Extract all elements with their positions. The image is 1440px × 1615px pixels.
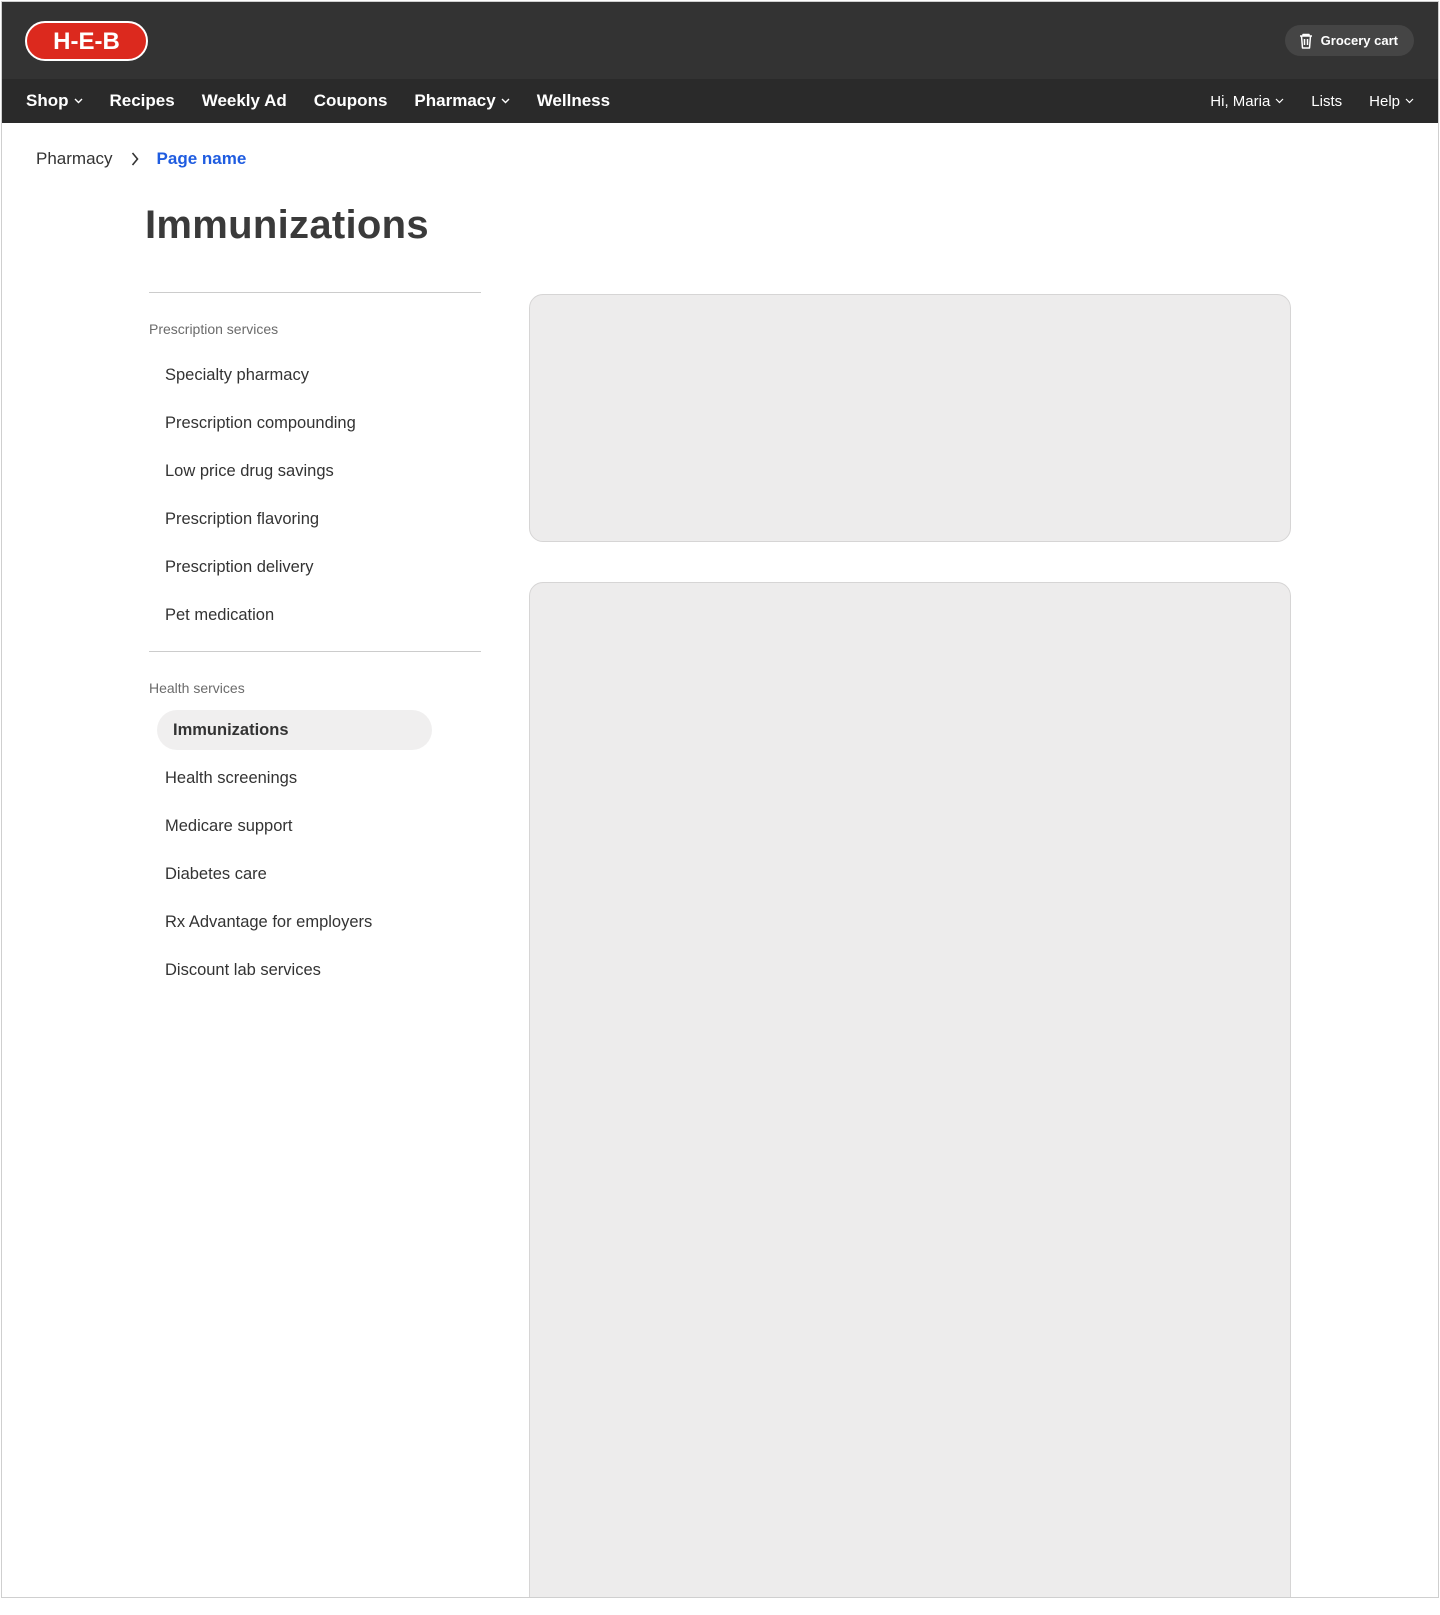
nav-recipes[interactable]	[110, 91, 175, 111]
section-divider	[149, 651, 481, 652]
breadcrumb	[36, 149, 246, 169]
sidebar-item-pet-medication[interactable]: Pet medication	[165, 606, 275, 624]
nav-lists[interactable]	[1311, 93, 1342, 110]
nav-recipes-label: Recipes	[109, 91, 175, 110]
nav-help-label: Help	[1369, 92, 1400, 110]
primary-nav	[26, 79, 637, 123]
content-placeholder-card	[529, 294, 1291, 542]
sidebar-item-prescription-flavoring[interactable]: Prescription flavoring	[165, 510, 320, 528]
sidebar-item-health-screenings[interactable]: Health screenings	[165, 769, 298, 787]
nav-lists-label: Lists	[1311, 92, 1343, 110]
sidebar-item-specialty-pharmacy[interactable]: Specialty pharmacy	[165, 366, 309, 384]
chevron-down-icon	[1405, 98, 1414, 104]
nav-bar	[2, 79, 1438, 123]
nav-weekly-ad[interactable]	[202, 91, 287, 111]
sidebar-item-low-price-drug-savings[interactable]: Low price drug savings	[165, 462, 334, 480]
content-placeholder-card	[529, 582, 1291, 1598]
nav-coupons-label: Coupons	[313, 91, 388, 110]
sidebar-nav	[149, 292, 481, 1006]
cart-icon	[1299, 33, 1313, 49]
sidebar-item-immunizations[interactable]: Immunizations	[157, 710, 432, 750]
nav-pharmacy[interactable]	[414, 91, 509, 111]
account-nav	[1183, 79, 1414, 123]
page-title: Immunizations	[145, 203, 429, 247]
nav-help[interactable]	[1369, 93, 1414, 110]
section-divider	[149, 292, 481, 293]
chevron-down-icon	[74, 98, 83, 104]
nav-wellness[interactable]	[537, 91, 610, 111]
breadcrumb-current-page[interactable]: Page name	[156, 149, 247, 168]
sidebar-item-rx-advantage[interactable]: Rx Advantage for employers	[165, 913, 373, 931]
nav-wellness-label: Wellness	[536, 91, 611, 110]
nav-shop[interactable]	[26, 91, 83, 111]
breadcrumb-pharmacy[interactable]: Pharmacy	[36, 149, 113, 168]
sidebar-item-diabetes-care[interactable]: Diabetes care	[165, 865, 267, 883]
sidebar-item-prescription-delivery[interactable]: Prescription delivery	[165, 558, 314, 576]
heb-logo[interactable]	[25, 21, 148, 61]
nav-account-label: Hi, Maria	[1210, 92, 1271, 110]
logo-text: H-E-B	[53, 28, 120, 55]
sidebar-item-prescription-compounding[interactable]: Prescription compounding	[165, 414, 356, 432]
top-bar	[2, 2, 1438, 79]
chevron-right-icon	[131, 152, 139, 166]
nav-coupons[interactable]	[314, 91, 388, 111]
chevron-down-icon	[1275, 98, 1284, 104]
nav-weekly-ad-label: Weekly Ad	[201, 91, 287, 110]
sidebar-section-prescription	[149, 292, 481, 651]
page-frame	[1, 1, 1439, 1598]
sidebar-item-medicare-support[interactable]: Medicare support	[165, 817, 293, 835]
nav-pharmacy-label: Pharmacy	[414, 91, 496, 110]
section-label: Prescription services	[149, 321, 279, 337]
chevron-down-icon	[501, 98, 510, 104]
nav-account-menu[interactable]	[1210, 93, 1284, 110]
grocery-cart-button[interactable]	[1285, 25, 1414, 56]
section-label: Health services	[149, 680, 245, 696]
sidebar-item-discount-lab-services[interactable]: Discount lab services	[165, 961, 321, 979]
grocery-cart-label: Grocery cart	[1320, 33, 1398, 48]
nav-shop-label: Shop	[26, 91, 69, 110]
sidebar-section-health	[149, 651, 481, 1006]
